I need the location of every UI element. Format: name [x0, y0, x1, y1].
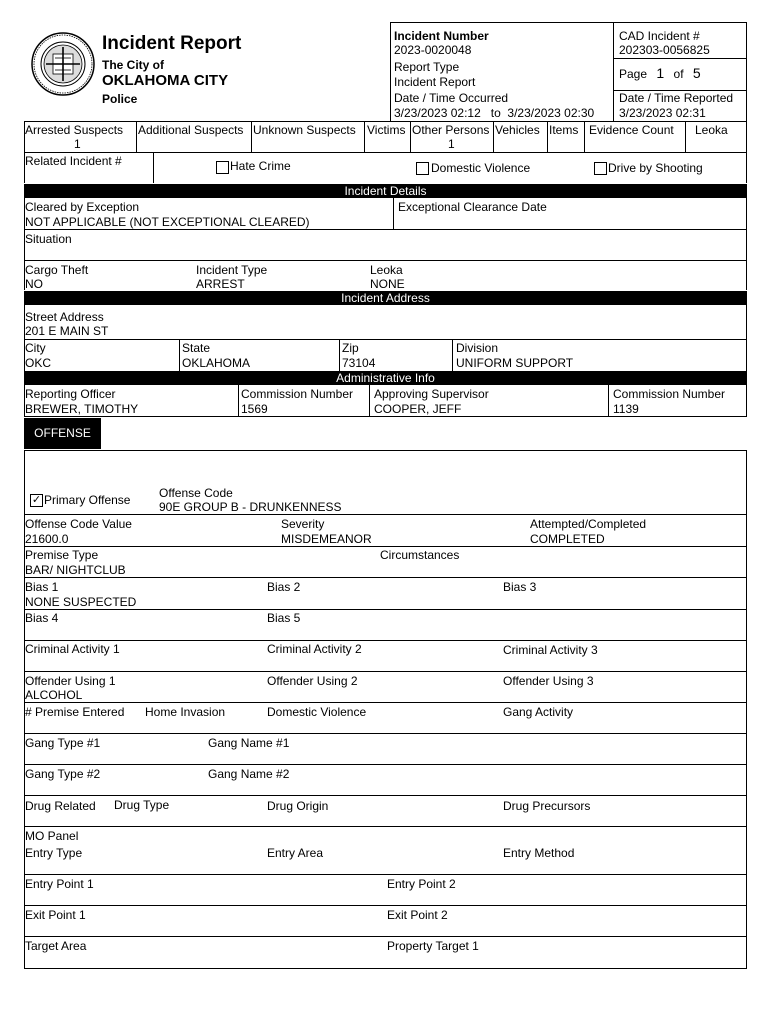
hate-crime-checkbox[interactable]	[216, 161, 229, 174]
cleared-by-exception-value: NOT APPLICABLE (NOT EXCEPTIONAL CLEARED)	[25, 215, 310, 229]
primary-offense-label: Primary Offense	[44, 493, 131, 507]
reporting-officer-value: BREWER, TIMOTHY	[25, 402, 139, 416]
report-type: Incident Report	[394, 75, 476, 89]
offense-code-value-value: 21600.0	[25, 532, 69, 546]
related-incident-label: Related Incident #	[25, 154, 122, 168]
property-target1-label: Property Target 1	[387, 939, 479, 953]
additional-suspects-label: Additional Suspects	[138, 123, 244, 137]
leoka-value: NONE	[370, 277, 405, 291]
other-persons-label: Other Persons	[412, 123, 490, 137]
incident-type-label: Incident Type	[196, 263, 268, 277]
exceptional-clearance-date-label: Exceptional Clearance Date	[398, 200, 547, 214]
bias4-label: Bias 4	[25, 611, 59, 625]
arrested-suspects-label: Arrested Suspects	[25, 123, 124, 137]
date-occurred-label: Date / Time Occurred	[394, 91, 509, 105]
cargo-theft-value: NO	[25, 277, 43, 291]
drug-precursors-label: Drug Precursors	[503, 799, 591, 813]
severity-label: Severity	[281, 517, 325, 531]
attempted-completed-value: COMPLETED	[530, 532, 605, 546]
incident-details-header: Incident Details	[24, 184, 747, 198]
entry-method-label: Entry Method	[503, 846, 575, 860]
offense-code-value: 90E GROUP B - DRUNKENNESS	[159, 500, 342, 514]
domestic-violence-checkbox[interactable]	[416, 162, 429, 175]
gang-name1-label: Gang Name #1	[208, 736, 290, 750]
entry-area-label: Entry Area	[267, 846, 324, 860]
drug-type-label: Drug Type	[114, 798, 170, 812]
date-occurred: 3/23/2023 02:12 to 3/23/2023 02:30	[394, 106, 595, 120]
supervisor-commission-label: Commission Number	[613, 387, 726, 401]
city-seal-logo	[31, 32, 95, 96]
offender-using1-value: ALCOHOL	[25, 688, 83, 702]
gang-type2-label: Gang Type #2	[25, 767, 101, 781]
drive-by-checkbox[interactable]	[594, 162, 607, 175]
city-name: OKLAHOMA CITY	[102, 72, 229, 89]
officer-commission-label: Commission Number	[241, 387, 354, 401]
street-address-value: 201 E MAIN ST	[25, 324, 109, 338]
offender-using1-label: Offender Using 1	[25, 674, 116, 688]
incident-number-label: Incident Number	[394, 29, 489, 43]
zip-value: 73104	[342, 356, 376, 370]
cleared-by-exception-label: Cleared by Exception	[25, 200, 140, 214]
mo-panel-label: MO Panel	[25, 829, 79, 843]
other-persons-count: 1	[448, 137, 455, 151]
cad-number: 202303-0056825	[619, 43, 710, 57]
cad-label: CAD Incident #	[619, 29, 700, 43]
drive-by-label: Drive by Shooting	[608, 161, 703, 175]
hate-crime-label: Hate Crime	[230, 159, 291, 173]
target-area-label: Target Area	[25, 939, 87, 953]
offender-using2-label: Offender Using 2	[267, 674, 358, 688]
exit-point2-label: Exit Point 2	[387, 908, 448, 922]
items-label: Items	[549, 123, 579, 137]
incident-number: 2023-0020048	[394, 43, 472, 57]
page-of: of	[673, 67, 684, 81]
bias2-label: Bias 2	[267, 580, 301, 594]
leoka-label: Leoka	[370, 263, 403, 277]
page-indicator	[619, 65, 701, 81]
severity-value: MISDEMEANOR	[281, 532, 372, 546]
exit-point1-label: Exit Point 1	[25, 908, 86, 922]
date-reported: 3/23/2023 02:31	[619, 106, 706, 120]
page-label: Page	[619, 67, 648, 81]
city-prefix: The City of	[102, 58, 164, 72]
bias1-value: NONE SUSPECTED	[25, 595, 137, 609]
bias1-label: Bias 1	[25, 580, 59, 594]
page-current: 1	[656, 65, 665, 81]
report-title: Incident Report	[102, 33, 242, 54]
entry-point2-label: Entry Point 2	[387, 877, 456, 891]
state-label: State	[182, 341, 211, 355]
city-label: City	[25, 341, 46, 355]
page-total: 5	[692, 65, 701, 81]
state-value: OKLAHOMA	[182, 356, 251, 370]
evidence-count-label: Evidence Count	[589, 123, 674, 137]
division-value: UNIFORM SUPPORT	[456, 356, 574, 370]
officer-commission-value: 1569	[241, 402, 268, 416]
date-reported-label: Date / Time Reported	[619, 91, 734, 105]
offense-tab[interactable]	[24, 418, 101, 449]
bias5-label: Bias 5	[267, 611, 301, 625]
cargo-theft-label: Cargo Theft	[25, 263, 89, 277]
check-icon: ✓	[31, 494, 42, 506]
report-type-label: Report Type	[394, 60, 460, 74]
gang-activity-label: Gang Activity	[503, 705, 574, 719]
arrested-suspects-count: 1	[74, 137, 81, 151]
zip-label: Zip	[342, 341, 359, 355]
offense-tab-label: OFFENSE	[34, 426, 91, 440]
incident-type-value: ARREST	[196, 277, 245, 291]
bias3-label: Bias 3	[503, 580, 537, 594]
approving-supervisor-label: Approving Supervisor	[374, 387, 489, 401]
entry-point1-label: Entry Point 1	[25, 877, 94, 891]
premise-type-value: BAR/ NIGHTCLUB	[25, 563, 126, 577]
criminal-activity2-label: Criminal Activity 2	[267, 642, 362, 656]
entry-type-label: Entry Type	[25, 846, 83, 860]
criminal-activity3-label: Criminal Activity 3	[503, 643, 598, 657]
gang-type1-label: Gang Type #1	[25, 736, 101, 750]
vehicles-label: Vehicles	[495, 123, 540, 137]
street-address-label: Street Address	[25, 310, 104, 324]
division-label: Division	[456, 341, 499, 355]
primary-offense-checkbox[interactable]	[30, 494, 43, 507]
offense-code-value-label: Offense Code Value	[25, 517, 132, 531]
admin-info-header: Administrative Info	[24, 371, 747, 385]
attempted-completed-label: Attempted/Completed	[530, 517, 647, 531]
unknown-suspects-label: Unknown Suspects	[253, 123, 356, 137]
supervisor-commission-value: 1139	[613, 402, 639, 416]
premise-entered-label: # Premise Entered	[25, 705, 125, 719]
approving-supervisor-value: COOPER, JEFF	[374, 402, 462, 416]
victims-label: Victims	[367, 123, 406, 137]
offense-code-label: Offense Code	[159, 486, 233, 500]
circumstances-label: Circumstances	[380, 548, 460, 562]
offense-domestic-violence-label: Domestic Violence	[267, 705, 367, 719]
drug-related-label: Drug Related	[25, 799, 96, 813]
leoka-count-label: Leoka	[695, 123, 728, 137]
drug-origin-label: Drug Origin	[267, 799, 329, 813]
city-value: OKC	[25, 356, 52, 370]
home-invasion-label: Home Invasion	[145, 705, 226, 719]
situation-label: Situation	[25, 232, 72, 246]
department-name: Police	[102, 92, 138, 106]
reporting-officer-label: Reporting Officer	[25, 387, 116, 401]
incident-address-header: Incident Address	[24, 291, 747, 305]
gang-name2-label: Gang Name #2	[208, 767, 290, 781]
offender-using3-label: Offender Using 3	[503, 674, 594, 688]
premise-type-label: Premise Type	[25, 548, 99, 562]
criminal-activity1-label: Criminal Activity 1	[25, 642, 120, 656]
domestic-violence-label: Domestic Violence	[431, 161, 531, 175]
